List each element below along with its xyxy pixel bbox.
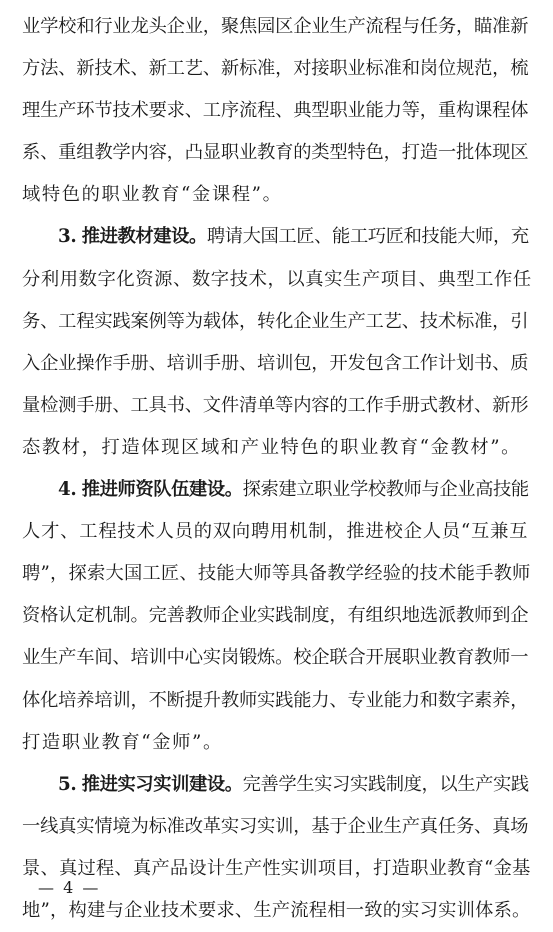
text-line-first bbox=[22, 764, 532, 806]
text-line-first bbox=[22, 469, 532, 511]
text-line: 理生产环节技术要求、工序流程、典型职业能力等，重构课程体 bbox=[22, 100, 529, 122]
page-number: — 4 — bbox=[38, 878, 101, 897]
item-heading: 推进实习实训建设。 bbox=[81, 773, 243, 795]
item-number: 5. bbox=[58, 773, 77, 795]
text-line: 态教材，打造体现区域和产业特色的职业教育“金教材”。 bbox=[22, 436, 522, 458]
text-line: 量检测手册、工具书、文件清单等内容的工作手册式教材、新形 bbox=[22, 394, 529, 416]
text-line: 入企业操作手册、培训手册、培训包，开发包含工作计划书、质 bbox=[22, 352, 529, 374]
text-line: 人才、工程技术人员的双向聘用机制，推进校企人员“互兼互 bbox=[22, 521, 529, 543]
text-line: 系、重组教学内容，凸显职业教育的类型特色，打造一批体现区 bbox=[22, 142, 529, 164]
text-line: 体化培养培训，不断提升教师实践能力、专业能力和数字素养， bbox=[22, 689, 529, 711]
item-number: 4. bbox=[58, 479, 77, 501]
text-line: 一线真实情境为标准改革实习实训，基于企业生产真任务、真场 bbox=[22, 815, 529, 837]
item-heading: 推进师资队伍建设。 bbox=[81, 479, 243, 501]
text-line: 地”，构建与企业技术要求、生产流程相一致的实习实训体系。 bbox=[22, 899, 531, 921]
item-text: 聘请大国工匠、能工巧匠和技能大师，充 bbox=[206, 226, 529, 248]
item-text: 完善学生实习实践制度，以生产实践 bbox=[242, 773, 529, 795]
document-page bbox=[22, 6, 532, 932]
text-line: 务、工程实践案例等为载体，转化企业生产工艺、技术标准，引 bbox=[22, 310, 529, 332]
item-number: 3. bbox=[58, 226, 77, 248]
paragraph-teachers bbox=[22, 469, 532, 764]
text-line: 业生产车间、培训中心实岗锻炼。校企联合开展职业教育教师一 bbox=[22, 647, 529, 669]
paragraph-training bbox=[22, 764, 532, 932]
text-line: 打造职业教育“金师”。 bbox=[22, 731, 223, 753]
item-heading: 推进教材建设。 bbox=[81, 226, 207, 248]
text-line: 方法、新技术、新工艺、新标准，对接职业标准和岗位规范，梳 bbox=[22, 58, 529, 80]
text-line-first bbox=[22, 216, 532, 258]
text-line: 分利用数字化资源、数字技术，以真实生产项目、典型工作任 bbox=[22, 268, 532, 290]
paragraph-textbook bbox=[22, 216, 532, 469]
item-text: 探索建立职业学校教师与企业高技能 bbox=[242, 479, 529, 501]
text-line: 景、真过程、真产品设计生产性实训项目，打造职业教育“金基 bbox=[22, 857, 531, 879]
text-line: 资格认定机制。完善教师企业实践制度，有组织地选派教师到企 bbox=[22, 605, 529, 627]
paragraph-course bbox=[22, 6, 532, 216]
text-line: 聘”，探索大国工匠、技能大师等具备教学经验的技术能手教师 bbox=[22, 563, 531, 585]
text-line: 域特色的职业教育“金课程”。 bbox=[22, 184, 283, 206]
text-line: 业学校和行业龙头企业，聚焦园区企业生产流程与任务，瞄准新 bbox=[22, 16, 529, 37]
